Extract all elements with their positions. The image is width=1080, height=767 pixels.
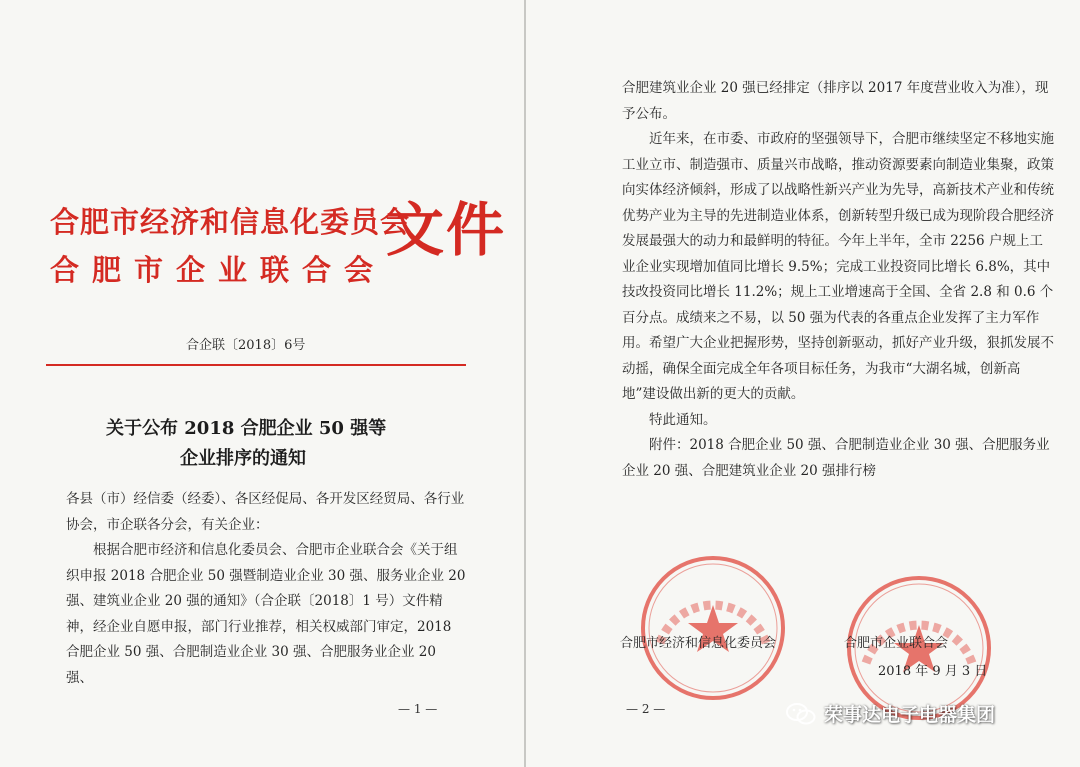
seal-1-icon	[638, 553, 788, 703]
red-divider	[46, 364, 466, 366]
notice-body-right	[622, 76, 1054, 484]
page-number-2: — 2 —	[626, 702, 666, 716]
closing-line: 特此通知。	[649, 411, 717, 428]
header-org-2: 合肥市企业联合会	[50, 253, 387, 287]
body-paragraph-1: 根据合肥市经济和信息化委员会、合肥市企业联合会《关于组织申报 2018 合肥企业 50 强暨制造业企业 30 强、服务业企业 20 强、建筑业企业 20 强的通知》（合企联〔2018〕1 号）文件精神，经企业自愿申报，部门行业推荐，相关权威部门审定，2018 合肥企业 50 强、合肥制造业企业 30 强、合肥服务业企业 20 强、	[66, 542, 466, 686]
signature-date: 2018 年 9 月 3 日	[878, 664, 988, 679]
watermark	[786, 700, 995, 727]
notice-body-left	[66, 487, 466, 691]
wechat-icon	[786, 702, 816, 726]
document-page-1	[0, 0, 526, 767]
header-org-1: 合肥市经济和信息化委员会	[50, 205, 411, 239]
attachment-line: 附件：2018 合肥企业 50 强、合肥制造业企业 30 强、合肥服务业企业 20 强、合肥建筑业企业 20 强排行榜	[622, 437, 1050, 479]
notice-title-line-2: 企业排序的通知	[180, 448, 306, 469]
document-page-2	[526, 0, 1080, 767]
notice-title-line-1: 关于公布 2018 合肥企业 50 强等	[106, 418, 387, 439]
body-paragraph-continued: 合肥建筑业企业 20 强已经排定（排序以 2017 年度营业收入为准），现予公布。	[622, 80, 1049, 122]
document-number: 合企联〔2018〕6号	[186, 338, 306, 353]
watermark-text: 荣事达电子电器集团	[824, 704, 996, 726]
signature-org-2: 合肥市企业联合会	[844, 636, 949, 651]
signature-org-1: 合肥市经济和信息化委员会	[620, 636, 777, 651]
addressee: 各县（市）经信委（经委）、各区经促局、各开发区经贸局、各行业协会，市企联各分会，有关企业：	[66, 491, 465, 533]
body-paragraph-2: 近年来，在市委、市政府的坚强领导下，合肥市继续坚定不移地实施工业立市、制造强市、质量兴市战略，推动资源要素向制造业集聚，政策向实体经济倾斜，形成了以战略性新兴产业为先导，高新技术产业和传统优势产业为主导的先进制造业体系，创新转型升级已成为现阶段合肥经济发展最强大的动力和最鲜明的特征。今年上半年，全市 2256 户规上工业企业实现增加值同比增长 9.5%；完成工业投资同比增长 6.8%，其中技改投资同比增长 11.2%；规上工业增速高于全国、全省 2.8 和 0.6 个百分点。成绩来之不易，以 50 强为代表的各重点企业发挥了主力军作用。希望广大企业把握形势，坚持创新驱动，抓好产业升级，狠抓发展不动摇，确保全面完成全年各项目标任务，为我市“大湖名城，创新高地”建设做出新的更大的贡献。	[622, 131, 1054, 402]
header-document-label: 文件	[386, 196, 507, 264]
page-number-1: — 1 —	[398, 702, 438, 716]
